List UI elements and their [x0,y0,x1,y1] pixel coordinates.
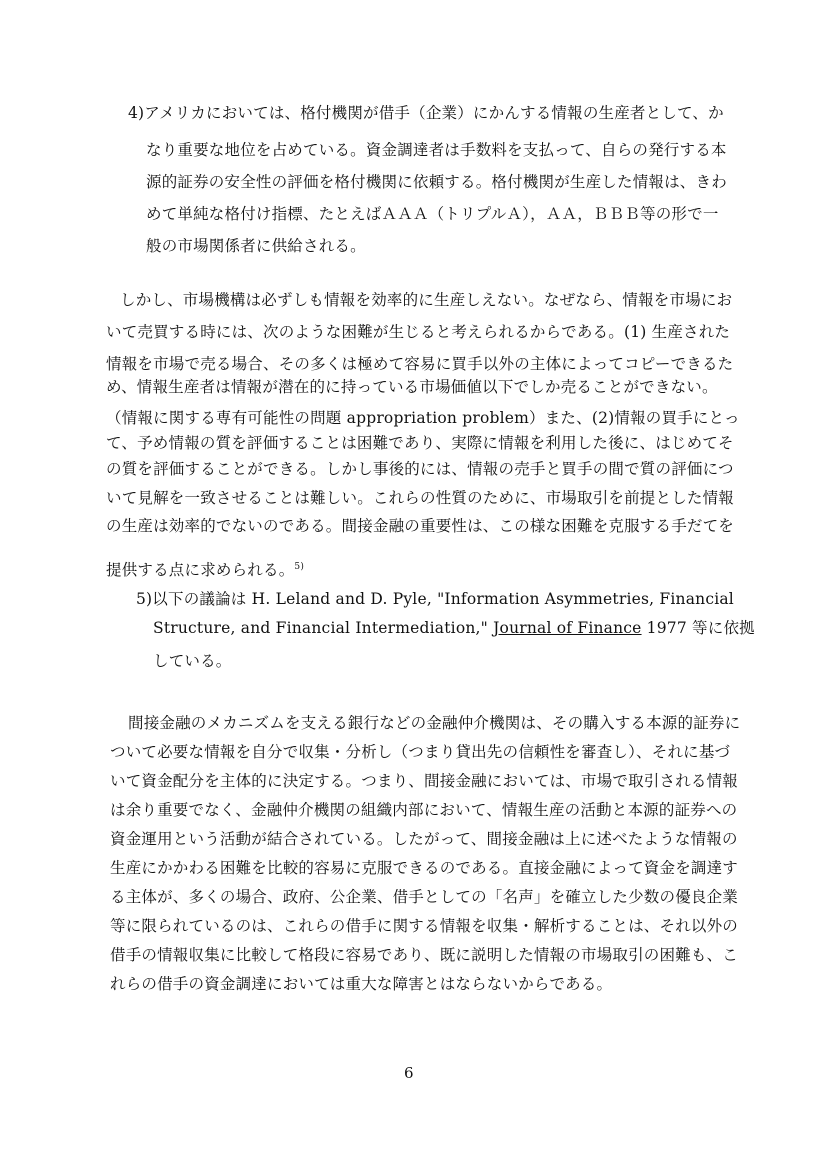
para1-line-9: の生産は効率的でないのである。間接金融の重要性は、この様な困難を克服する手だてを [106,517,735,535]
para1-line-8: いて見解を一致させることは難しい。これらの性質のために、市場取引を前提とした情報 [106,489,735,507]
para1-line-6: て、予め情報の質を評価することは困難であり、実際に情報を利用した後に、はじめてそ [106,434,734,452]
note4-line-4: めて単純な格付け指標、たとえばＡＡＡ（トリプルＡ），ＡＡ，ＢＢＢ等の形で一 [146,205,719,223]
para2-line-10: れらの借手の資金調達においては重大な障害とはならないからである。 [110,975,613,993]
note5-line-3: している。 [153,652,232,670]
para1-line-4: め、情報生産者は情報が潜在的に持っている市場価値以下でしか売ることができない。 [106,378,718,396]
para2-line-2: ついて必要な情報を自分で収集・分析し（つまり貸出先の信頼性を審査し）、それに基づ [110,743,731,761]
note5-line-2 [153,618,755,638]
page-number: 6 [404,1064,414,1082]
note4-line-1: 4)アメリカにおいては、格付機関が借手（企業）にかんする情報の生産者として、か [128,104,724,122]
para1-line-7: の質を評価することができる。しかし事後的には、情報の売手と買手の間で質の評価につ [106,460,734,478]
para2-line-3: いて資金配分を主体的に決定する。つまり、間接金融においては、市場で取引される情報 [110,772,739,790]
para2-line-5: 資金運用という活動が結合されている。したがって、間接金融は上に述べたような情報の [110,830,738,848]
para2-line-8: 等に限られているのは、これらの借手に関する情報を収集・解析することは、それ以外の [110,917,739,935]
para1-last-line [106,560,304,580]
para2-line-4: は余り重要でなく、金融仲介機関の組織内部において、情報生産の活動と本源的証券への [110,801,738,819]
para2-line-7: る主体が、多くの場合、政府、公企業、借手としての「名声」を確立した少数の優良企業 [110,888,739,906]
note4-line-3: 源的証券の安全性の評価を格付機関に依頼する。格付機関が生産した情報は、きわ [146,173,727,191]
para1-line-2: いて売買する時には、次のような困難が生じると考えられるからである。(1) 生産された [106,323,731,341]
para2-line-9: 借手の情報収集に比較して格段に容易であり、既に説明した情報の市場取引の困難も、こ [110,946,739,964]
journal-title: Journal of Finance [493,619,642,637]
para1-last-line-text: 提供する点に求められる。 [106,561,295,579]
note5-line-2-post: 1977 等に依拠 [641,619,755,637]
para2-line-6: 生産にかかわる困難を比較的容易に克服できるのである。直接金融によって資金を調達す [110,859,739,877]
note5-line-1: 5)以下の議論は H. Leland and D. Pyle, "Information Asymmetries, Financial [136,590,734,608]
para2-line-1: 間接金融のメカニズムを支える銀行などの金融仲介機関は、その購入する本源的証券に [128,714,741,732]
note4-line-2: なり重要な地位を占めている。資金調達者は手数料を支払って、自らの発行する本 [146,141,727,159]
note4-line-5: 般の市場関係者に供給される。 [146,237,366,255]
footnote-mark-5: 5) [294,562,305,572]
note5-line-2-pre: Structure, and Financial Intermediation," [153,619,494,637]
para1-line-5: （情報に関する専有可能性の問題 appropriation problem）また、(2)情報の買手にとっ [106,409,740,427]
para1-line-3: 情報を市場で売る場合、その多くは極めて容易に買手以外の主体によってコピーできるた [106,355,734,373]
para1-line-1: しかし、市場機構は必ずしも情報を効率的に生産しえない。なぜなら、情報を市場にお [120,291,733,309]
